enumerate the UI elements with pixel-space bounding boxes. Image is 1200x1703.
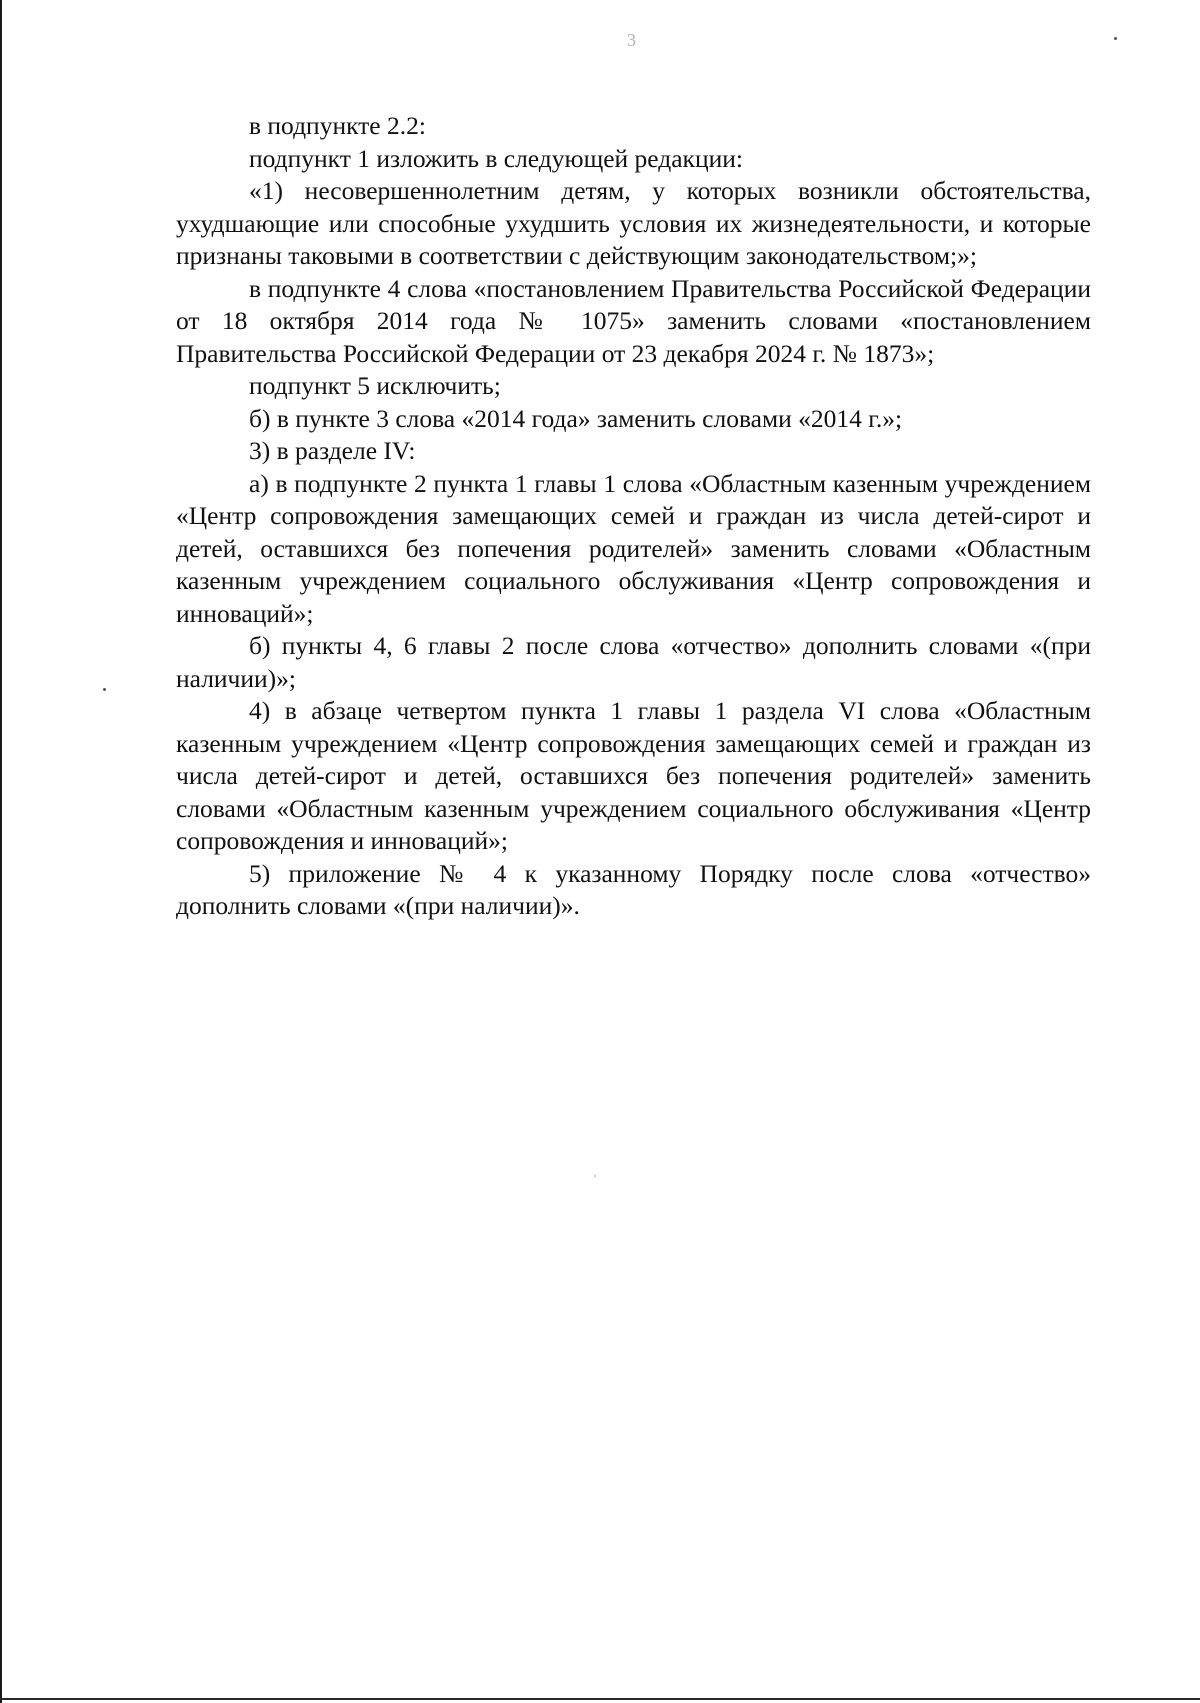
document-body: [176, 110, 1091, 923]
page-number: 3: [627, 30, 636, 50]
scan-speck: [594, 1175, 596, 1177]
paragraph: а) в подпункте 2 пункта 1 главы 1 слова «Областным казенным учреждением «Центр сопровождения замещающих семей и граждан из числа детей-сирот и детей, оставшихся без попечения родителей» заменить словами «Областным казенным учреждением социального обслуживания «Центр сопровождения и инноваций»;: [176, 468, 1091, 628]
paragraph: подпункт 5 исключить;: [249, 371, 501, 400]
scan-speck: [103, 688, 106, 691]
scan-bottom-border: [0, 1698, 1200, 1700]
paragraph: б) в пункте 3 слова «2014 года» заменить словами «2014 г.»;: [249, 403, 903, 433]
paragraph: «1) несовершеннолетним детям, у которых возникли обстоятельства, ухудшающие или способные ухудшить условия их жизнедеятельности, и которые признаны таковыми в соответствии с действующим законодательством;»;: [176, 176, 1091, 270]
paragraph: 3) в разделе IV:: [249, 436, 416, 465]
paragraph: подпункт 1 изложить в следующей редакции:: [249, 143, 743, 173]
paragraph: 4) в абзаце четвертом пункта 1 главы 1 раздела VI слова «Областным казенным учреждением «Центр сопровождения замещающих семей и граждан из числа детей-сирот и детей, оставшихся без попечения родителей» заменить словами «Областным казенным учреждением социального обслуживания «Центр сопровождения и инноваций»;: [176, 696, 1091, 855]
paragraph: б) пункты 4, 6 главы 2 после слова «отчество» дополнить словами «(при наличии)»;: [176, 631, 1091, 693]
scan-speck: [1114, 37, 1117, 40]
paragraph: в подпункте 4 слова «постановлением Правительства Российской Федерации от 18 октября 2014 года № 1075» заменить словами «постановлением Правительства Российской Федерации от 23 декабря 2024 г. № 1873»;: [176, 273, 1091, 368]
paragraph: 5) приложение № 4 к указанному Порядку после слова «отчество» дополнить словами «(при наличии)».: [176, 858, 1091, 920]
paragraph: в подпункте 2.2:: [249, 111, 426, 140]
scan-left-border: [0, 0, 2, 1703]
